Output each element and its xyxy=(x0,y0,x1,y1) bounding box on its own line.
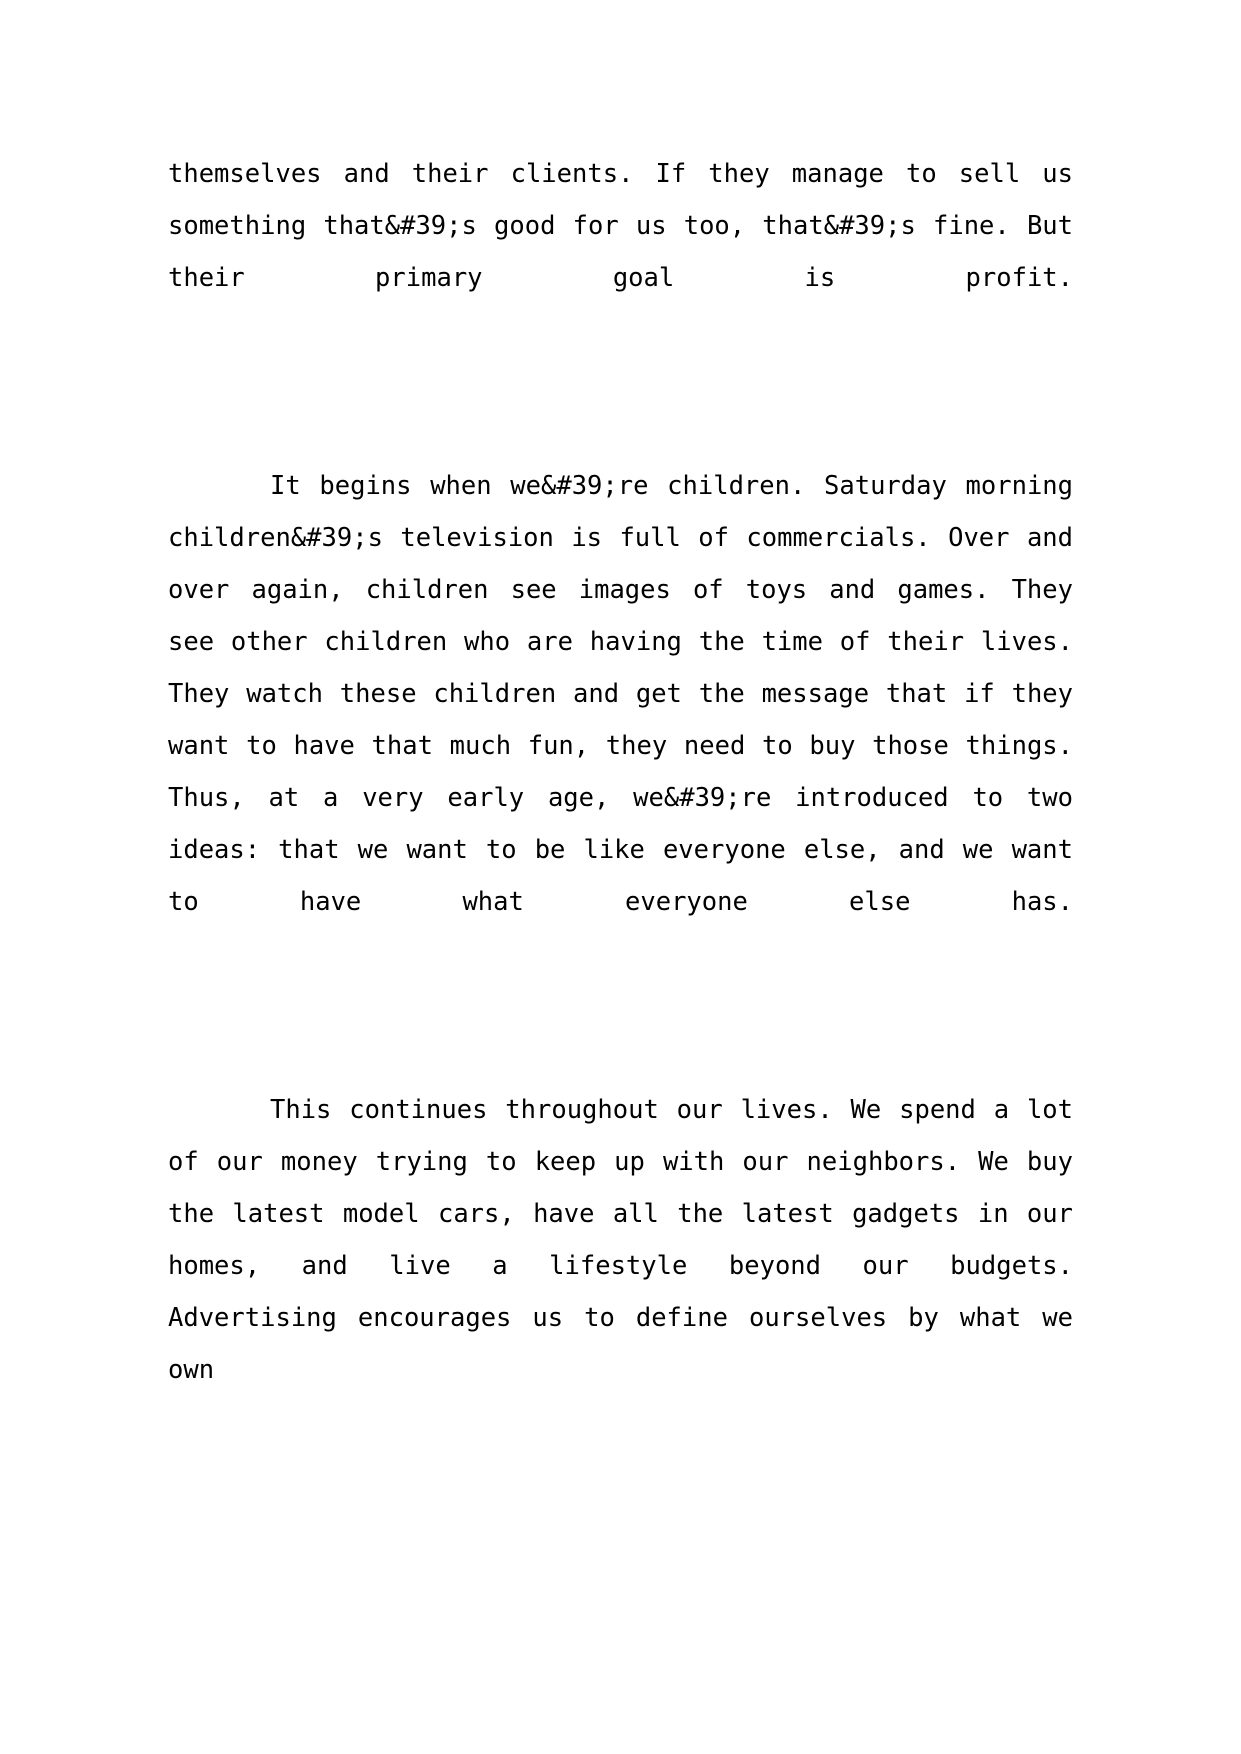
paragraph-1: themselves and their clients. If they manage to sell us something that&#39;s good for us too, that&#39;s fine. But their primary goal is profit. xyxy=(168,159,1073,293)
paragraph-spacer-2 xyxy=(168,980,1073,1084)
paragraph-spacer-1 xyxy=(168,356,1073,460)
paragraph-2: It begins when we&#39;re children. Saturday morning children&#39;s television is full of commercials. Over and over again, children see images of toys and games. They see other children who are having the time of their lives. They watch these children and get the message that if they want to have that much fun, they need to buy those things. Thus, at a very early age, we&#39;re introduced to two ideas: that we want to be like everyone else, and we want to have what everyone else has. xyxy=(168,471,1073,917)
document-body xyxy=(168,148,1073,1448)
paragraph-3: This continues throughout our lives. We spend a lot of our money trying to keep up with our neighbors. We buy the latest model cars, have all the latest gadgets in our homes, and live a lifestyle beyond our budgets. Advertising encourages us to define ourselves by what we own xyxy=(168,1095,1073,1385)
